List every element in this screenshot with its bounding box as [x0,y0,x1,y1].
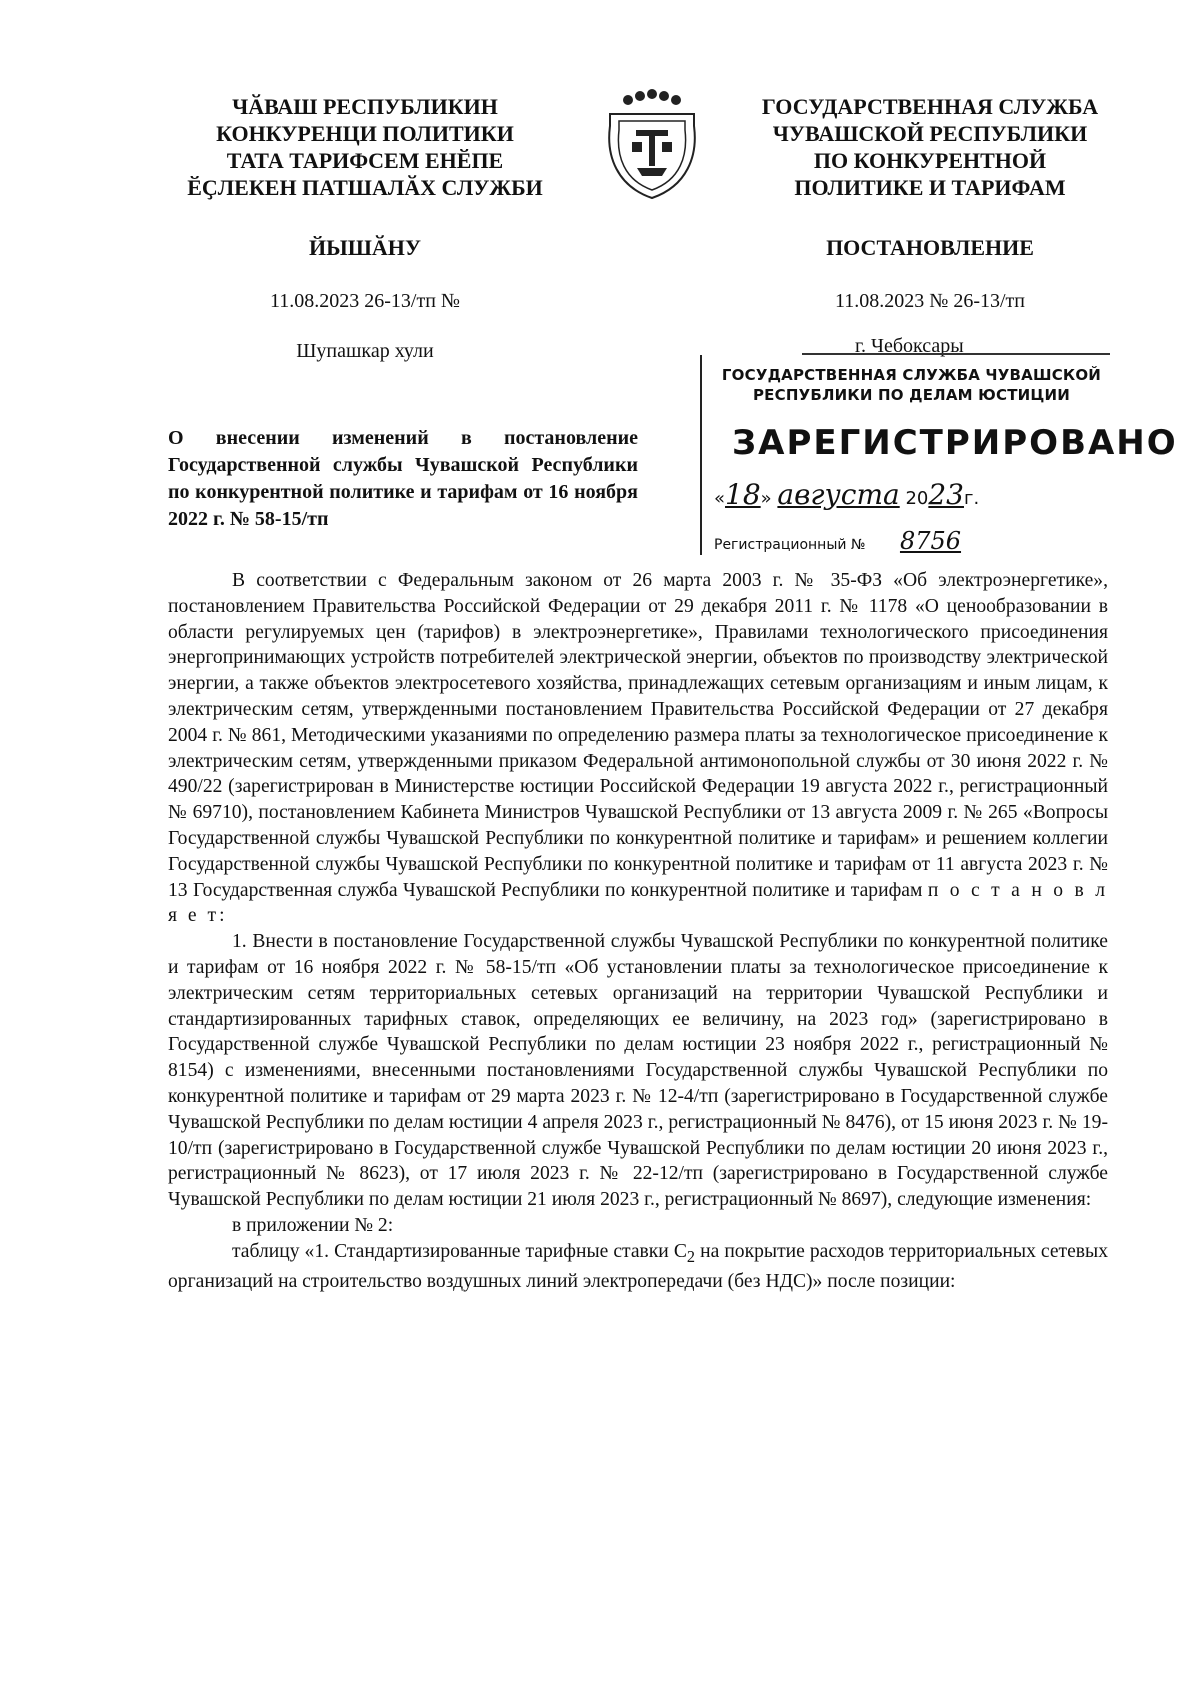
header-left-line-4: ӖҪЛЕКЕН ПАТШАЛӐХ СЛУЖБИ [187,175,543,200]
header-left-line-3: ТАТА ТАРИФСЕМ ЕНӖПЕ [226,148,504,173]
body-paragraph-4-end: на покрытие расходов территориальных сетевых организаций на строительство воздушных линий электропередачи (без НДС)» после позиции: [168,1240,1108,1293]
header-left [165,93,565,201]
header-right-line-1: ГОСУДАРСТВЕННАЯ СЛУЖБА [761,94,1099,119]
chuvash-emblem-icon [592,86,712,206]
doc-type-russian: ПОСТАНОВЛЕНИЕ [826,235,1034,260]
stamp-status: ЗАРЕГИСТРИРОВАНО [732,423,1178,463]
body-paragraph-3: в приложении № 2: [232,1214,394,1236]
body-paragraph-4-start: таблицу «1. Стандартизированные тарифные ставки С [232,1240,687,1262]
stamp-number-label: Регистрационный № [714,537,866,553]
doc-type-chuvash: ЙЫШӐНУ [308,235,422,260]
stamp-date: «18» августа 2023г. [714,478,980,511]
header-right-line-3: ПО КОНКУРЕНТНОЙ [813,148,1047,173]
header-left-line-1: ЧӐВАШ РЕСПУБЛИКИН [232,94,498,119]
document-subject: О внесении изменений в постановление Государственной службы Чувашской Республики по конкурентной политике и тарифам от 16 ноября 2022 г. № 58-15/тп [168,427,638,530]
date-number-chuvash: 11.08.2023 26-13/тп № [270,290,460,312]
body-paragraph-4-subscript: 2 [686,1246,696,1266]
registration-stamp [700,355,1178,555]
stamp-org-line-1: ГОСУДАРСТВЕННАЯ СЛУЖБА ЧУВАШСКОЙ [721,366,1102,384]
stamp-year-prefix: 20 [905,488,929,509]
body-decree-word: п о с т а н о в л я е т: [168,879,1108,927]
stamp-number: 8756 [899,527,962,555]
stamp-year-suffix: 23 [928,478,964,511]
body-paragraph-1-text: В соответствии с Федеральным законом от 26 марта 2003 г. № 35-ФЗ «Об электроэнергетике», постановлением Правительства Российской Федерации от 29 декабря 2011 г. № 1178 «О ценообразовании в области регулируемых цен (тарифов) в электроэнергетике», Правилами технологического присоединения энергопринимающих устройств потребителей электрической энергии, объектов по производству электрической энергии, а также объектов электросетевого хозяйства, принадлежащих сетевым организациям и иным лицам, к электрическим сетям, утвержденными постановлением Правительства Российской Федерации от 27 декабря 2004 г. № 861, Методическими указаниями по определению размера платы за технологическое присоединение к электрическим сетям, утвержденными приказом Федеральной антимонопольной службы от 30 июня 2022 г. № 490/22 (зарегистрирован в Министерстве юстиции Российской Федерации 19 августа 2022 г., регистрационный № 69710), постановлением Кабинета Министров Чувашской Республики от 13 августа 2009 г. № 265 «Вопросы Государственной службы Чувашской Республики по конкурентной политике и тарифам» и решением коллегии Государственной службы Чувашской Республики по конкурентной политике и тарифам от 11 августа 2023 г. № 13 Государственная служба Чувашской Республики по конкурентной политике и тарифам [168,570,1108,901]
body-paragraph-4 [168,1239,1108,1296]
body-paragraph-2: 1. Внести в постановление Государственной службы Чувашской Республики по конкурентной политике и тарифам от 16 ноября 2022 г. № 58-15/тп «Об установлении платы за технологическое присоединение к электрическим сетям территориальных сетевых организаций на территории Чувашской Республики и стандартизированных тарифных ставок, определяющих ее величину, на 2023 год» (зарегистрировано в Государственной службе Чувашской Республики по делам юстиции 23 ноября 2022 г., регистрационный № 8154) с изменениями, внесенными постановлениями Государственной службы Чувашской Республики по конкурентной политике и тарифам от 29 марта 2023 г. № 12-4/тп (зарегистрировано в Государственной службе Чувашской Республики по делам юстиции 4 апреля 2023 г., регистрационный № 8476), от 15 июня 2023 г. № 19-10/тп (зарегистрировано в Государственной службе Чувашской Республики по делам юстиции 20 июня 2023 г., регистрационный № 8623), от 17 июля 2023 г. № 22-12/тп (зарегистрировано в Государственной службе Чувашской Республики по делам юстиции 21 июля 2023 г., регистрационный № 8697), следующие изменения: [168,931,1108,1211]
stamp-org-line-2: РЕСПУБЛИКИ ПО ДЕЛАМ ЮСТИЦИИ [752,386,1071,404]
header-right [730,93,1130,201]
header-right-line-4: ПОЛИТИКЕ И ТАРИФАМ [794,175,1066,200]
stamp-organization [714,365,1109,405]
stamp-number-line [714,527,1104,555]
body-paragraph-1 [168,568,1108,929]
stamp-year-unit: г. [963,488,980,509]
stamp-day: 18 [725,478,761,511]
city-russian: г. Чебоксары [855,335,964,357]
stamp-month: августа [777,478,900,511]
stamp-top-border [802,353,1110,355]
header-right-line-2: ЧУВАШСКОЙ РЕСПУБЛИКИ [772,121,1088,146]
document-body [168,568,1108,1295]
date-number-russian: 11.08.2023 № 26-13/тп [835,290,1025,312]
header-left-line-2: КОНКУРЕНЦИ ПОЛИТИКИ [216,121,514,146]
city-chuvash: Шупашкар хули [296,340,434,362]
